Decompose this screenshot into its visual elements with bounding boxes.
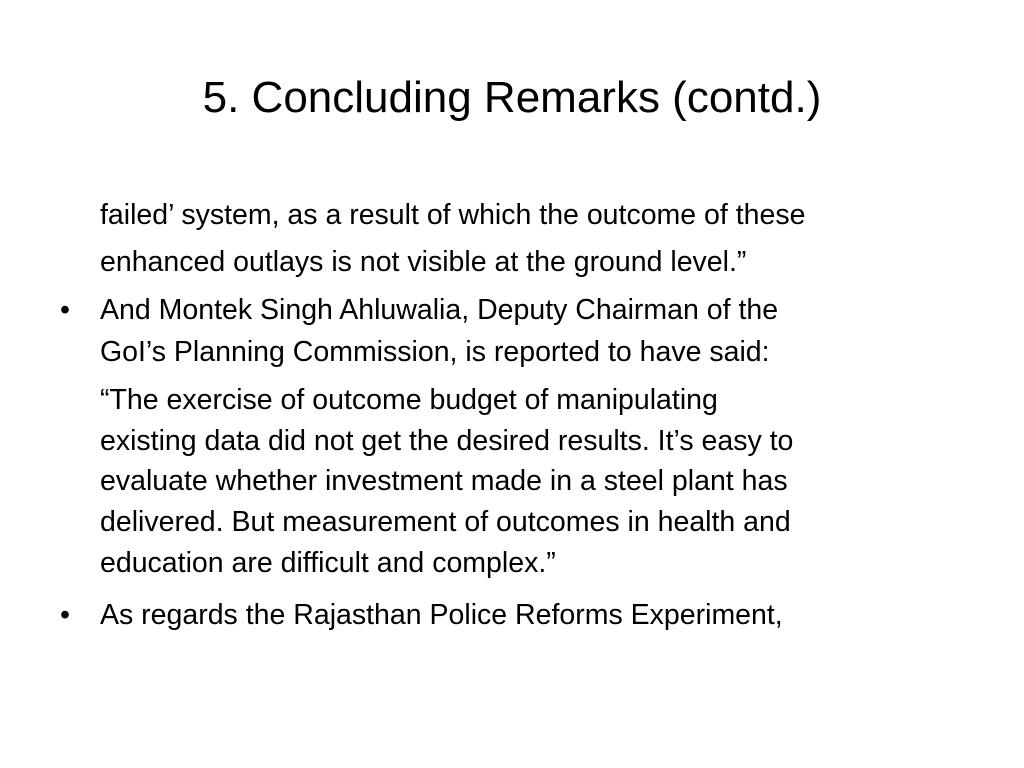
quote-line-5: education are difficult and complex.” [100,547,556,579]
quote-line-2: existing data did not get the desired results. It’s easy to [100,425,794,457]
quote-line-1: “The exercise of outcome budget of manipulating [100,384,718,416]
quote-line-4: delivered. But measurement of outcomes in health and [100,506,791,538]
bullet-marker-2: • [60,599,70,631]
bullet-1-line-1: And Montek Singh Ahluwalia, Deputy Chairman of the [100,294,779,326]
continuation-line-2: enhanced outlays is not visible at the ground level.” [100,246,747,278]
bullet-marker-1: • [60,294,70,326]
quote-line-3: evaluate whether investment made in a steel plant has [100,465,788,497]
continuation-line-1: failed’ system, as a result of which the outcome of these [100,199,806,231]
slide-title: 5. Concluding Remarks (contd.) [202,73,822,122]
bullet-1-line-2: GoI’s Planning Commission, is reported to have said: [100,336,770,368]
bullet-2-line-1: As regards the Rajasthan Police Reforms Experiment, [100,599,783,631]
